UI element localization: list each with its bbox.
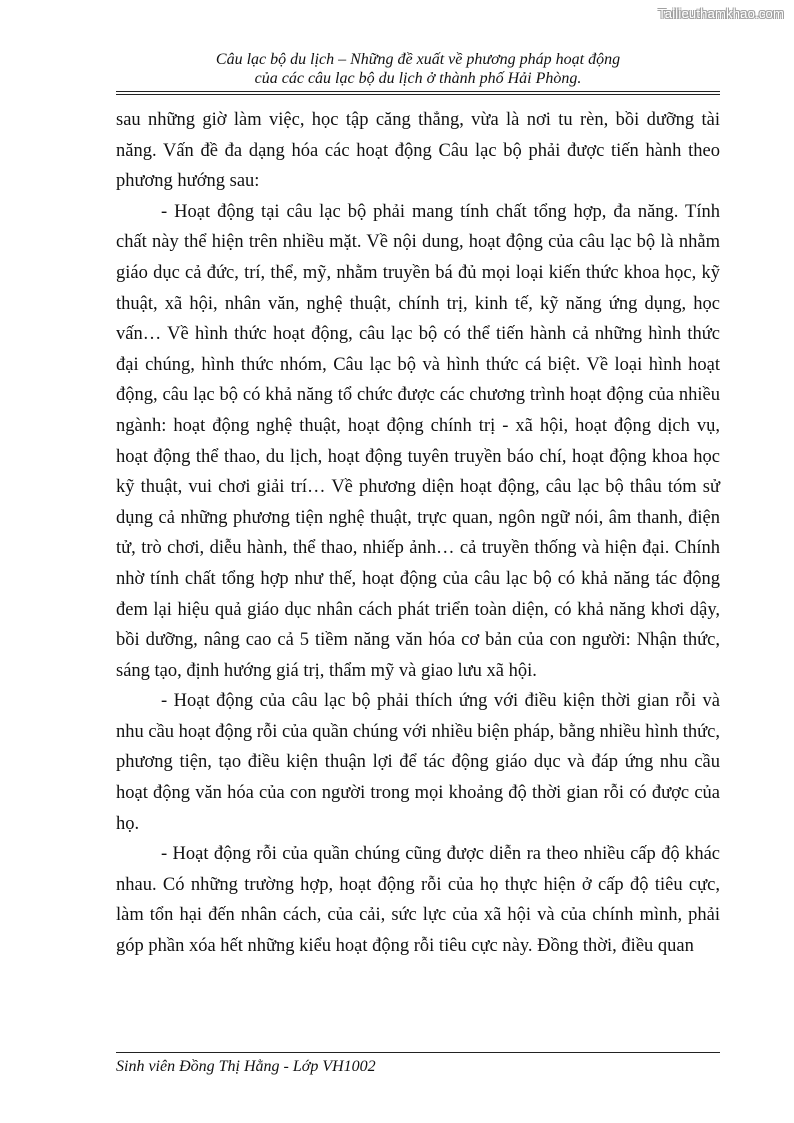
header-divider-second: [116, 94, 720, 95]
body-text: [116, 105, 720, 962]
paragraph-leisure-adaptation: - Hoạt động của câu lạc bộ phải thích ứng với điều kiện thời gian rỗi và nhu cầu hoạt động rỗi của quần chúng với nhiều biện pháp, bằng nhiều hình thức, phương tiện, tạo điều kiện thuận lợi để tác động giáo dục và đáp ứng nhu cầu hoạt động văn hóa của con người trong mọi khoảng độ thời gian rỗi có được của họ.: [116, 691, 720, 834]
page-header: [116, 50, 720, 88]
paragraph-synthesis: - Hoạt động tại câu lạc bộ phải mang tính chất tổng hợp, đa năng. Tính chất này thể hiện trên nhiều mặt. Về nội dung, hoạt động của câu lạc bộ là nhằm giáo dục cả đức, trí, thể, mỹ, nhằm truyền bá đủ mọi loại kiến thức khoa học, kỹ thuật, xã hội, nhân văn, nghệ thuật, chính trị, kinh tế, kỹ năng ứng dụng, học vấn… Về hình thức hoạt động, câu lạc bộ có thể tiến hành cả những hình thức đại chúng, hình thức nhóm, Câu lạc bộ và hình thức cá biệt. Về loại hình hoạt động, câu lạc bộ có khả năng tổ chức được các chương trình hoạt động của nhiều ngành: hoạt động nghệ thuật, hoạt động chính trị - xã hội, hoạt động dịch vụ, hoạt động thể thao, du lịch, hoạt động tuyên truyền báo chí, hoạt động khoa học kỹ thuật, vui chơi giải trí… Về phương diện hoạt động, câu lạc bộ thâu tóm sử dụng cả những phương tiện nghệ thuật, trực quan, ngôn ngữ nói, âm thanh, điện tử, trò chơi, diễu hành, thể thao, nhiếp ảnh… cả truyền thống và hiện đại. Chính nhờ tính chất tổng hợp như thế, hoạt động của câu lạc bộ có khả năng tác động đem lại hiệu quả giáo dục nhân cách phát triển toàn diện, có khả năng khơi dậy, bồi dưỡng, nâng cao cả 5 tiềm năng văn hóa cơ bản của con người: Nhận thức, sáng tạo, định hướng giá trị, thẩm mỹ và giao lưu xã hội.: [116, 201, 720, 681]
paragraph-leisure-levels: - Hoạt động rỗi của quần chúng cũng được diễn ra theo nhiều cấp độ khác nhau. Có những trường hợp, hoạt động rỗi của họ thực hiện ở cấp độ tiêu cực, làm tổn hại đến nhân cách, của cải, sức lực của xã hội và của chính mình, phải góp phần xóa hết những kiểu hoạt động rỗi tiêu cực này. Đồng thời, điều quan: [116, 844, 720, 957]
page-footer: Sinh viên Đồng Thị Hằng - Lớp VH1002: [116, 1058, 376, 1075]
header-line-1: Câu lạc bộ du lịch – Những đề xuất về phương pháp hoạt động: [215, 51, 621, 68]
watermark: Tailieuthamkhao.com: [658, 6, 784, 21]
header-line-2: của các câu lạc bộ du lịch ở thành phố Hải Phòng.: [254, 70, 582, 87]
paragraph-continuation: sau những giờ làm việc, học tập căng thẳng, vừa là nơi tu rèn, bồi dưỡng tài năng. Vấn đề đa dạng hóa các hoạt động Câu lạc bộ phải được tiến hành theo phương hướng sau:: [116, 110, 720, 192]
footer-divider: [116, 1052, 720, 1053]
header-divider: [116, 91, 720, 92]
